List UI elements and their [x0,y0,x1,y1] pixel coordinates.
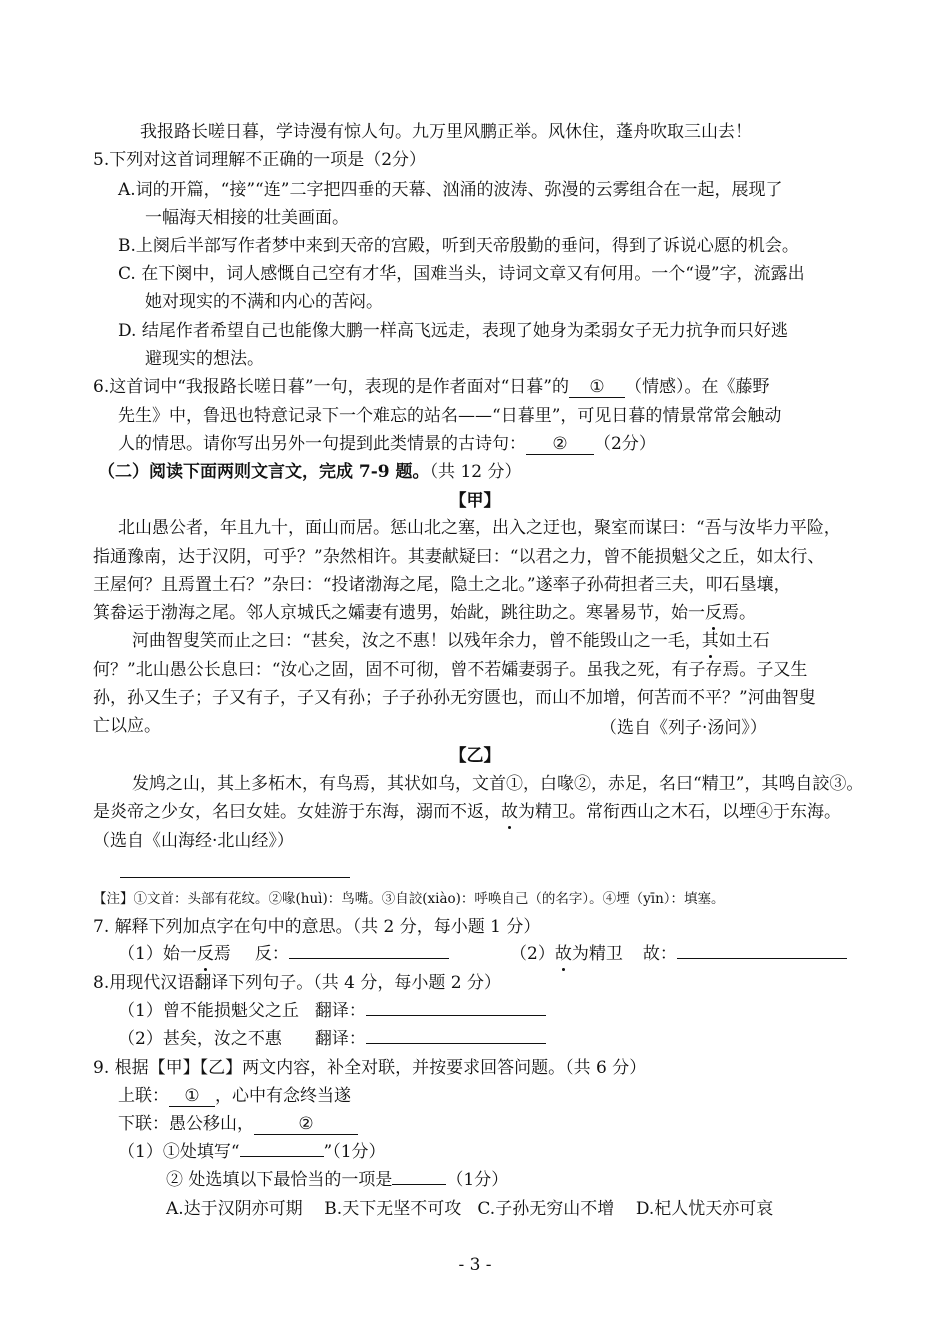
q9-upper-blank[interactable]: ① [169,1086,215,1107]
q6-text-3b: （2分） [594,434,656,454]
jia-line-3: 王屋何？且焉置土石？”杂曰：“投诸渤海之尾，隐土之北。”遂率子孙荷担者三夫，叩石垦壤， [93,575,791,595]
q5-option-c: C. 在下阕中，词人感慨自己空有才华，国难当头，诗词文章又有何用。一个“谩”字，流露出 [118,264,805,284]
section-score: （共 12 分） [429,462,522,482]
jia-line-5 [132,629,770,653]
q8-stem: 8.用现代汉语翻译下列句子。（共 4 分，每小题 2 分） [93,973,501,993]
q8-answer-2[interactable] [366,1043,546,1044]
q7-item-2b: 为精卫 [571,944,623,964]
q8-label-1: 翻译： [314,1001,366,1021]
q7-stem: 7. 解释下列加点字在句中的意思。（共 2 分，每小题 1 分） [93,917,541,937]
q9-upper-rest: ，心中有念终当遂 [215,1086,351,1106]
q7-label-2: 故： [642,944,677,964]
jia-line-5a: 河曲智叟笑而止之曰：“甚矣，汝之不惠！以残年余力，曾不能毁山之一毛， [132,631,702,651]
q9-sub-1a: （1）①处填写“ [118,1142,240,1162]
q8-label-2: 翻译： [314,1029,366,1049]
q5-option-a: A.词的开篇，“接”“连”二字把四垂的天幕、汹涌的波涛、弥漫的云雾组合在一起，展现了 [118,180,783,200]
q7-label-1: 反： [254,944,289,964]
jia-line-7: 孙，孙又生子；子又有子，子又有孙；子子孙孙无穷匮也，而山不加增，何苦而不平？”河曲智叟 [93,688,816,708]
jia-line-1: 北山愚公者，年且九十，面山而居。惩山北之塞，出入之迂也，聚室而谋曰：“吾与汝毕力平险， [118,518,841,538]
q9-upper-couplet [118,1084,351,1108]
q7-item-2a: （2） [510,944,555,964]
q7-dotted-fan: 反 [196,944,214,964]
q6-blank-1[interactable]: ① [569,377,625,398]
q9-sub-2b: （1分） [446,1170,509,1190]
text-jia-title: 【甲】 [449,491,501,511]
q6-line-1 [93,375,769,399]
page-number: - 3 - [458,1255,492,1275]
q8-item-2-text: （2）甚矣，汝之不惠 [118,1029,282,1049]
q7-item-2 [510,942,847,966]
yi-source: （选自《山海经·北山经》） [93,831,294,851]
jia-line-4a: 箕畚运于渤海之尾。邻人京城氏之孀妻有遗男，始龀，跳往助之。寒暑易节，始一 [93,603,705,623]
jia-line-8: 亡以应。 [93,716,161,736]
q5-stem: 5.下列对这首词理解不正确的一项是（2分） [93,150,427,170]
q6-text-1a: 6.这首词中“我报路长嗟日暮”一句，表现的是作者面对“日暮”的 [93,377,569,397]
q5-option-c-cont: 她对现实的不满和内心的苦闷。 [145,292,383,312]
q5-option-d: D. 结尾作者希望自己也能像大鹏一样高飞远走，表现了她身为柔弱女子无力抗争而只好逃 [118,321,788,341]
yi-line-2 [93,800,841,824]
q9-stem: 9. 根据【甲】【乙】两文内容，补全对联，并按要求回答问题。（共 6 分） [93,1058,647,1078]
jia-line-4b: 焉。 [722,603,756,623]
q9-sub-1 [118,1140,386,1164]
q9-lower-blank[interactable]: ② [254,1114,358,1135]
q8-item-1-text: （1）曾不能损魁父之丘 [118,1001,299,1021]
q6-line-2: 先生》中，鲁迅也特意记录下一个难忘的站名——“日暮里”，可见日暮的情景常常会触动 [118,406,782,426]
q7-item-1 [118,942,449,966]
jia-source: （选自《列子·汤问》） [600,718,767,738]
yi-line-1: 发鸠之山，其上多柘木，有鸟焉，其状如乌，文首①，白喙②，赤足，名曰“精卫”，其鸣自詨③。 [132,774,864,794]
q6-line-3 [118,432,656,456]
q9-sub-2a: ② 处选填以下最恰当的一项是 [166,1170,393,1190]
q9-sub-1-blank[interactable] [240,1156,324,1157]
q6-text-1b: （情感）。在《藤野 [624,377,770,397]
section-heading-text: （二）阅读下面两则文言文，完成 7-9 题。 [98,462,430,482]
text-yi-title: 【乙】 [449,746,501,766]
q8-answer-1[interactable] [366,1015,546,1016]
q7-answer-1[interactable] [289,958,449,959]
q9-sub-1b: ”（1分） [323,1142,386,1162]
q7-answer-2[interactable] [677,958,847,959]
footnote: 【注】①文首：头部有花纹。②喙(huì)：鸟嘴。③自詨(xiào)：呼唤自己（的名字）。④堙（yīn）：填塞。 [93,891,725,907]
q9-lower-couplet [118,1112,358,1136]
q9-sub-2-blank[interactable] [392,1184,446,1185]
q7-item-1b: 焉 [213,944,231,964]
dotted-char-gu: 故 [501,802,518,822]
poem-last-line: 我报路长嗟日暮，学诗漫有惊人句。九万里风鹏正举。风休住，蓬舟吹取三山去！ [140,122,752,142]
q9-sub-2 [166,1168,508,1192]
q9-upper-label: 上联： [118,1086,169,1106]
q5-option-b: B.上阕后半部写作者梦中来到天帝的宫殿，听到天帝殷勤的垂问，得到了诉说心愿的机会。 [118,236,799,256]
footnote-divider [120,877,350,878]
q8-item-1 [118,999,546,1023]
dotted-char-qi: 其 [701,631,719,651]
q7-item-1a: （1）始一 [118,944,197,964]
jia-line-4 [93,601,756,625]
q5-option-a-cont: 一幅海天相接的壮美画面。 [145,208,349,228]
jia-line-5b: 如土石 [718,631,770,651]
yi-line-2a: 是炎帝之少女，名曰女娃。女娃游于东海，溺而不返， [93,802,501,822]
yi-line-2b: 为精卫。常衔西山之木石，以堙④于东海。 [518,802,841,822]
q9-lower-label: 下联：愚公移山， [118,1114,254,1134]
q5-option-d-cont: 避现实的想法。 [145,349,264,369]
jia-line-6: 何？”北山愚公长息曰：“汝心之固，固不可彻，曾不若孀妻弱子。虽我之死，有子存焉。子又生 [93,660,808,680]
q6-blank-2[interactable]: ② [526,434,594,455]
q7-dotted-gu: 故 [554,944,572,964]
q6-text-3a: 人的情思。请你写出另外一句提到此类情景的古诗句： [118,434,526,454]
q8-item-2 [118,1027,546,1051]
jia-line-2: 指通豫南，达于汉阴，可乎？”杂然相许。其妻献疑曰：“以君之力，曾不能损魁父之丘，如太行、 [93,547,825,567]
q9-options: A.达于汉阴亦可期 B.天下无坚不可攻 C.子孙无穷山不增 D.杞人忧天亦可哀 [166,1199,774,1219]
section-heading [98,460,522,484]
dotted-char-fan: 反 [705,603,722,623]
